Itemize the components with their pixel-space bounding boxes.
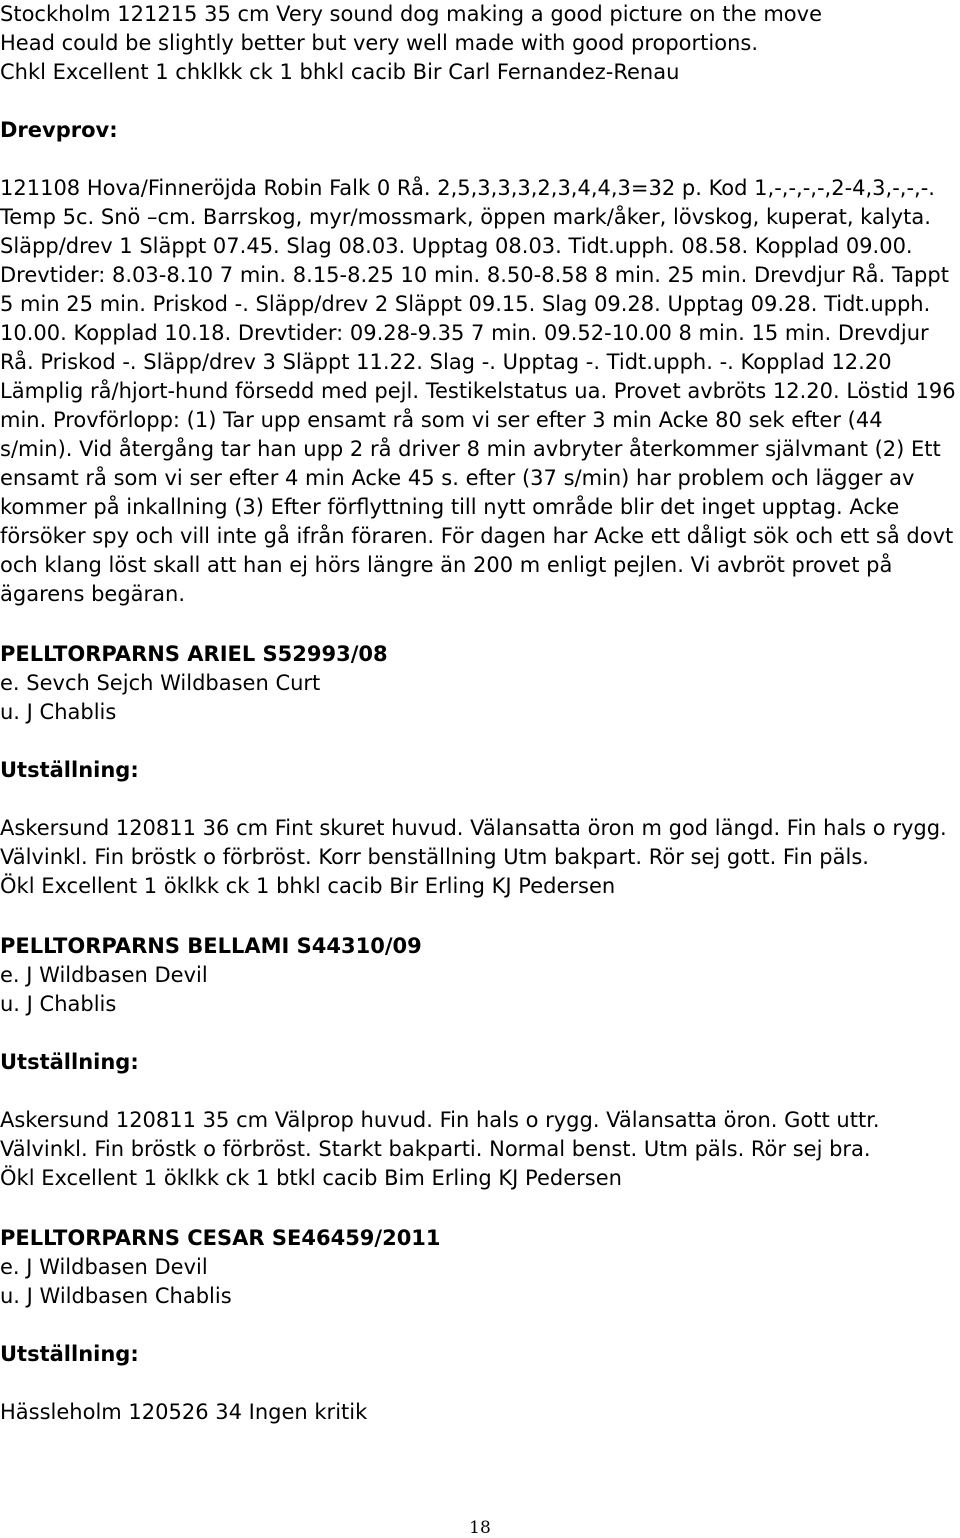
dog-sire: e. Sevch Sejch Wildbasen Curt bbox=[0, 671, 321, 695]
drevprov-text: 121108 Hova/Finneröjda Robin Falk 0 Rå. 2,5,3,3,3,2,3,4,4,3=32 p. Kod 1,-,-,-,-,2-4,3,-,-,-. Temp 5c. Snö –cm. Barrskog, myr/mossmark, öppen mark/åker, lövskog, kuperat, kalyta. Släpp/drev 1 Släppt 07.45. Slag 08.03. Upptag 08.03. Tidt.upph. 08.58. Kopplad 09.00. Drevtider: 8.03-8.10 7 min. 8.15-8.25 10 min. 8.50-8.58 8 min. 25 min. Drevdjur Rå. Tappt 5 min 25 min. Priskod -. Släpp/drev 2 Släppt 09.15. Slag 09.28. Upptag 09.28. Tidt.upph. 10.00. Kopplad 10.18. Drevtider: 09.28-9.35 7 min. 09.52-10.00 8 min. 15 min. Drevdjur Rå. Priskod -. Släpp/drev 3 Släppt 11.22. Slag -. Upptag -. Tidt.upph. -. Kopplad 12.20 Lämplig rå/hjort-hund försedd med pejl. Testikelstatus ua. Provet avbröts 12.20. Löstid 196 min. Provförlopp: (1) Tar upp ensamt rå som vi ser efter 3 min Acke 80 sek efter (44 s/min). Vid återgång tar han upp 2 rå driver 8 min avbryter återkommer självmant (2) Ett ensamt rå som vi ser efter 4 min Acke 45 s. efter (37 s/min) har problem och lägger av kommer på inkallning (3) Efter förflyttning till nytt område blir det inget upptag. Acke försöker spy och vill inte gå ifrån föraren. För dagen har Acke ett dåligt sök och ett så dovt och klang löst skall att han ej hörs längre än 200 m enligt pejlen. Vi avbröt provet på ägarens begäran. bbox=[0, 176, 956, 606]
dog-dam: u. J Wildbasen Chablis bbox=[0, 1284, 232, 1308]
page-number: 18 bbox=[469, 1518, 491, 1538]
intro-line-2: Head could be slightly better but very well made with good proportions. bbox=[0, 31, 759, 55]
show-result: Ökl Excellent 1 öklkk ck 1 bhkl cacib Bir Erling KJ Pedersen bbox=[0, 874, 616, 898]
show-heading: Utställning: bbox=[0, 758, 139, 782]
spacer bbox=[0, 1019, 958, 1048]
intro-line-1: Stockholm 121215 35 cm Very sound dog making a good picture on the move bbox=[0, 2, 823, 26]
spacer bbox=[0, 727, 958, 756]
dog-name: PELLTORPARNS ARIEL S52993/08 bbox=[0, 642, 388, 666]
intro-line-3: Chkl Excellent 1 chklkk ck 1 bhkl cacib Bir Carl Fernandez-Renau bbox=[0, 60, 680, 84]
dog-entry-ariel bbox=[0, 640, 958, 901]
spacer bbox=[0, 609, 958, 640]
drevprov-heading: Drevprov: bbox=[0, 118, 118, 142]
dog-dam: u. J Chablis bbox=[0, 700, 117, 724]
dog-sire: e. J Wildbasen Devil bbox=[0, 963, 208, 987]
spacer bbox=[0, 87, 958, 116]
show-heading: Utställning: bbox=[0, 1050, 139, 1074]
show-text: Askersund 120811 35 cm Välprop huvud. Fin hals o rygg. Välansatta öron. Gott uttr. Välvinkl. Fin bröstk o förbröst. Starkt bakparti. Normal benst. Utm päls. Rör sej bra. bbox=[0, 1108, 880, 1161]
spacer bbox=[0, 145, 958, 174]
show-text: Askersund 120811 36 cm Fint skuret huvud. Välansatta öron m god längd. Fin hals o rygg. Välvinkl. Fin bröstk o förbröst. Korr benställning Utm bakpart. Rör sej gott. Fin päls. bbox=[0, 816, 947, 869]
dog-entry-bellami bbox=[0, 932, 958, 1193]
spacer bbox=[0, 1193, 958, 1224]
dog-name: PELLTORPARNS CESAR SE46459/2011 bbox=[0, 1226, 441, 1250]
show-text: Hässleholm 120526 34 Ingen kritik bbox=[0, 1400, 368, 1424]
dog-name: PELLTORPARNS BELLAMI S44310/09 bbox=[0, 934, 422, 958]
dog-sire: e. J Wildbasen Devil bbox=[0, 1255, 208, 1279]
dog-dam: u. J Chablis bbox=[0, 992, 117, 1016]
spacer bbox=[0, 1311, 958, 1340]
show-heading: Utställning: bbox=[0, 1342, 139, 1366]
spacer bbox=[0, 1369, 958, 1398]
spacer bbox=[0, 785, 958, 814]
spacer bbox=[0, 1077, 958, 1106]
dog-entry-cesar bbox=[0, 1224, 958, 1427]
show-result: Ökl Excellent 1 öklkk ck 1 btkl cacib Bim Erling KJ Pedersen bbox=[0, 1166, 622, 1190]
spacer bbox=[0, 901, 958, 932]
